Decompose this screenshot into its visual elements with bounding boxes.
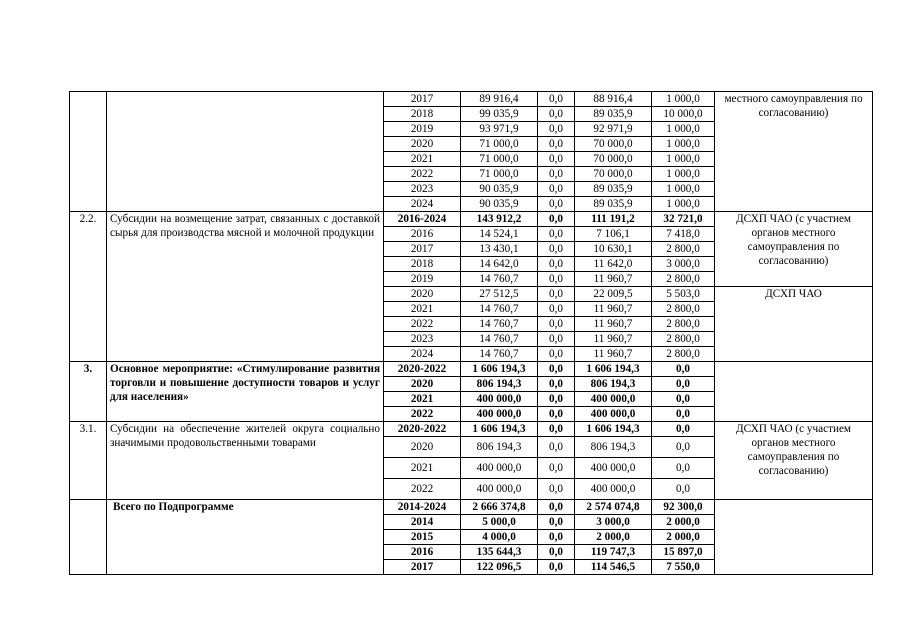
local-cell: 1 000,0 [652, 197, 715, 212]
federal-cell: 0,0 [538, 92, 575, 107]
local-cell: 0,0 [652, 392, 715, 407]
row-number-cell [70, 92, 107, 212]
district-cell: 114 546,5 [575, 560, 652, 575]
budget-table [69, 91, 873, 575]
total-cell: 90 035,9 [461, 182, 538, 197]
local-cell: 2 800,0 [652, 242, 715, 257]
total-cell: 400 000,0 [461, 407, 538, 422]
year-cell: 2024 [384, 197, 461, 212]
federal-cell: 0,0 [538, 122, 575, 137]
year-cell: 2020 [384, 137, 461, 152]
district-cell: 400 000,0 [575, 458, 652, 479]
district-cell: 89 035,9 [575, 107, 652, 122]
year-cell: 2024 [384, 347, 461, 362]
federal-cell: 0,0 [538, 227, 575, 242]
local-cell: 1 000,0 [652, 92, 715, 107]
district-cell: 1 606 194,3 [575, 362, 652, 377]
federal-cell: 0,0 [538, 377, 575, 392]
district-cell: 806 194,3 [575, 437, 652, 458]
local-cell: 7 418,0 [652, 227, 715, 242]
year-cell: 2018 [384, 107, 461, 122]
local-cell: 10 000,0 [652, 107, 715, 122]
total-cell: 1 606 194,3 [461, 362, 538, 377]
district-cell: 400 000,0 [575, 392, 652, 407]
year-cell: 2020-2022 [384, 422, 461, 437]
district-cell: 11 960,7 [575, 317, 652, 332]
total-cell: 14 760,7 [461, 317, 538, 332]
federal-cell: 0,0 [538, 515, 575, 530]
year-cell: 2017 [384, 560, 461, 575]
year-cell: 2014 [384, 515, 461, 530]
local-cell: 0,0 [652, 362, 715, 377]
row-number-cell: 2.2. [70, 212, 107, 362]
local-cell: 1 000,0 [652, 122, 715, 137]
federal-cell: 0,0 [538, 422, 575, 437]
total-cell: 806 194,3 [461, 437, 538, 458]
total-cell: 71 000,0 [461, 152, 538, 167]
year-cell: 2022 [384, 479, 461, 500]
year-cell: 2017 [384, 92, 461, 107]
local-cell: 7 550,0 [652, 560, 715, 575]
federal-cell: 0,0 [538, 167, 575, 182]
year-cell: 2016 [384, 545, 461, 560]
district-cell: 92 971,9 [575, 122, 652, 137]
federal-cell: 0,0 [538, 392, 575, 407]
total-cell: 2 666 374,8 [461, 500, 538, 515]
year-cell: 2015 [384, 530, 461, 545]
year-cell: 2014-2024 [384, 500, 461, 515]
total-cell: 14 760,7 [461, 332, 538, 347]
district-cell: 89 035,9 [575, 182, 652, 197]
local-cell: 32 721,0 [652, 212, 715, 227]
year-cell: 2020 [384, 287, 461, 302]
total-cell: 806 194,3 [461, 377, 538, 392]
local-cell: 1 000,0 [652, 152, 715, 167]
federal-cell: 0,0 [538, 560, 575, 575]
executor-cell [715, 362, 873, 422]
local-cell: 15 897,0 [652, 545, 715, 560]
federal-cell: 0,0 [538, 212, 575, 227]
district-cell: 11 642,0 [575, 257, 652, 272]
total-cell: 1 606 194,3 [461, 422, 538, 437]
local-cell: 1 000,0 [652, 182, 715, 197]
local-cell: 0,0 [652, 458, 715, 479]
federal-cell: 0,0 [538, 107, 575, 122]
district-cell: 11 960,7 [575, 332, 652, 347]
year-cell: 2022 [384, 167, 461, 182]
local-cell: 1 000,0 [652, 167, 715, 182]
district-cell: 3 000,0 [575, 515, 652, 530]
district-cell: 70 000,0 [575, 167, 652, 182]
total-label-cell: Всего по Подпрограмме [107, 500, 384, 575]
local-cell: 2 800,0 [652, 272, 715, 287]
total-cell: 89 916,4 [461, 92, 538, 107]
district-cell: 22 009,5 [575, 287, 652, 302]
year-cell: 2022 [384, 317, 461, 332]
total-cell: 122 096,5 [461, 560, 538, 575]
district-cell: 2 574 074,8 [575, 500, 652, 515]
district-cell: 10 630,1 [575, 242, 652, 257]
total-cell: 14 524,1 [461, 227, 538, 242]
year-cell: 2023 [384, 332, 461, 347]
year-cell: 2020 [384, 377, 461, 392]
local-cell: 0,0 [652, 377, 715, 392]
executor-cell: ДСХП ЧАО (с участием органов местного самоуправления по согласованию) [715, 212, 873, 287]
total-cell: 400 000,0 [461, 392, 538, 407]
total-cell: 400 000,0 [461, 458, 538, 479]
federal-cell: 0,0 [538, 332, 575, 347]
executor-cell: местного самоуправления по согласованию) [715, 92, 873, 212]
district-cell: 2 000,0 [575, 530, 652, 545]
district-cell: 806 194,3 [575, 377, 652, 392]
activity-name-cell: Субсидии на возмещение затрат, связанных с доставкой сырья для производства мясной и молочной продукции [107, 212, 384, 362]
local-cell: 2 800,0 [652, 317, 715, 332]
year-cell: 2021 [384, 458, 461, 479]
activity-name-cell: Субсидии на обеспечение жителей округа социально значимыми продовольственными товарами [107, 422, 384, 500]
table-row [70, 212, 873, 227]
year-cell: 2016-2024 [384, 212, 461, 227]
year-cell: 2022 [384, 407, 461, 422]
executor-cell: ДСХП ЧАО [715, 287, 873, 362]
total-cell: 14 642,0 [461, 257, 538, 272]
district-cell: 70 000,0 [575, 152, 652, 167]
federal-cell: 0,0 [538, 347, 575, 362]
total-cell: 14 760,7 [461, 347, 538, 362]
table-row [70, 422, 873, 437]
federal-cell: 0,0 [538, 257, 575, 272]
total-cell: 93 971,9 [461, 122, 538, 137]
district-cell: 400 000,0 [575, 479, 652, 500]
year-cell: 2023 [384, 182, 461, 197]
total-cell: 4 000,0 [461, 530, 538, 545]
total-cell: 71 000,0 [461, 167, 538, 182]
total-cell: 27 512,5 [461, 287, 538, 302]
district-cell: 70 000,0 [575, 137, 652, 152]
district-cell: 89 035,9 [575, 197, 652, 212]
executor-cell [715, 500, 873, 575]
district-cell: 11 960,7 [575, 272, 652, 287]
total-cell: 143 912,2 [461, 212, 538, 227]
total-cell: 5 000,0 [461, 515, 538, 530]
year-cell: 2017 [384, 242, 461, 257]
year-cell: 2019 [384, 122, 461, 137]
local-cell: 2 000,0 [652, 515, 715, 530]
table-row [70, 92, 873, 107]
federal-cell: 0,0 [538, 152, 575, 167]
federal-cell: 0,0 [538, 272, 575, 287]
total-cell: 14 760,7 [461, 302, 538, 317]
row-number-cell: 3. [70, 362, 107, 422]
local-cell: 1 000,0 [652, 137, 715, 152]
federal-cell: 0,0 [538, 407, 575, 422]
year-cell: 2021 [384, 302, 461, 317]
total-cell: 135 644,3 [461, 545, 538, 560]
activity-name-cell [107, 92, 384, 212]
local-cell: 0,0 [652, 437, 715, 458]
federal-cell: 0,0 [538, 530, 575, 545]
district-cell: 88 916,4 [575, 92, 652, 107]
activity-name-cell: Основное мероприятие: «Стимулирование развития торговли и повышение доступности товаров и услуг для населения» [107, 362, 384, 422]
federal-cell: 0,0 [538, 302, 575, 317]
local-cell: 2 800,0 [652, 302, 715, 317]
local-cell: 2 800,0 [652, 332, 715, 347]
federal-cell: 0,0 [538, 317, 575, 332]
total-cell: 14 760,7 [461, 272, 538, 287]
year-cell: 2019 [384, 272, 461, 287]
total-cell: 99 035,9 [461, 107, 538, 122]
local-cell: 3 000,0 [652, 257, 715, 272]
local-cell: 92 300,0 [652, 500, 715, 515]
year-cell: 2021 [384, 392, 461, 407]
federal-cell: 0,0 [538, 458, 575, 479]
federal-cell: 0,0 [538, 182, 575, 197]
total-cell: 71 000,0 [461, 137, 538, 152]
federal-cell: 0,0 [538, 137, 575, 152]
federal-cell: 0,0 [538, 479, 575, 500]
district-cell: 7 106,1 [575, 227, 652, 242]
year-cell: 2016 [384, 227, 461, 242]
year-cell: 2020 [384, 437, 461, 458]
federal-cell: 0,0 [538, 197, 575, 212]
total-cell: 13 430,1 [461, 242, 538, 257]
federal-cell: 0,0 [538, 287, 575, 302]
total-cell: 400 000,0 [461, 479, 538, 500]
district-cell: 119 747,3 [575, 545, 652, 560]
district-cell: 11 960,7 [575, 347, 652, 362]
total-cell: 90 035,9 [461, 197, 538, 212]
year-cell: 2021 [384, 152, 461, 167]
district-cell: 400 000,0 [575, 407, 652, 422]
local-cell: 0,0 [652, 422, 715, 437]
row-number-cell [70, 500, 107, 575]
year-cell: 2020-2022 [384, 362, 461, 377]
federal-cell: 0,0 [538, 437, 575, 458]
district-cell: 1 606 194,3 [575, 422, 652, 437]
local-cell: 2 800,0 [652, 347, 715, 362]
local-cell: 5 503,0 [652, 287, 715, 302]
budget-document [69, 91, 872, 575]
district-cell: 111 191,2 [575, 212, 652, 227]
federal-cell: 0,0 [538, 545, 575, 560]
district-cell: 11 960,7 [575, 302, 652, 317]
federal-cell: 0,0 [538, 500, 575, 515]
local-cell: 0,0 [652, 479, 715, 500]
table-row [70, 362, 873, 377]
local-cell: 2 000,0 [652, 530, 715, 545]
federal-cell: 0,0 [538, 362, 575, 377]
row-number-cell: 3.1. [70, 422, 107, 500]
local-cell: 0,0 [652, 407, 715, 422]
executor-cell: ДСХП ЧАО (с участием органов местного самоуправления по согласованию) [715, 422, 873, 500]
federal-cell: 0,0 [538, 242, 575, 257]
table-row [70, 500, 873, 515]
year-cell: 2018 [384, 257, 461, 272]
